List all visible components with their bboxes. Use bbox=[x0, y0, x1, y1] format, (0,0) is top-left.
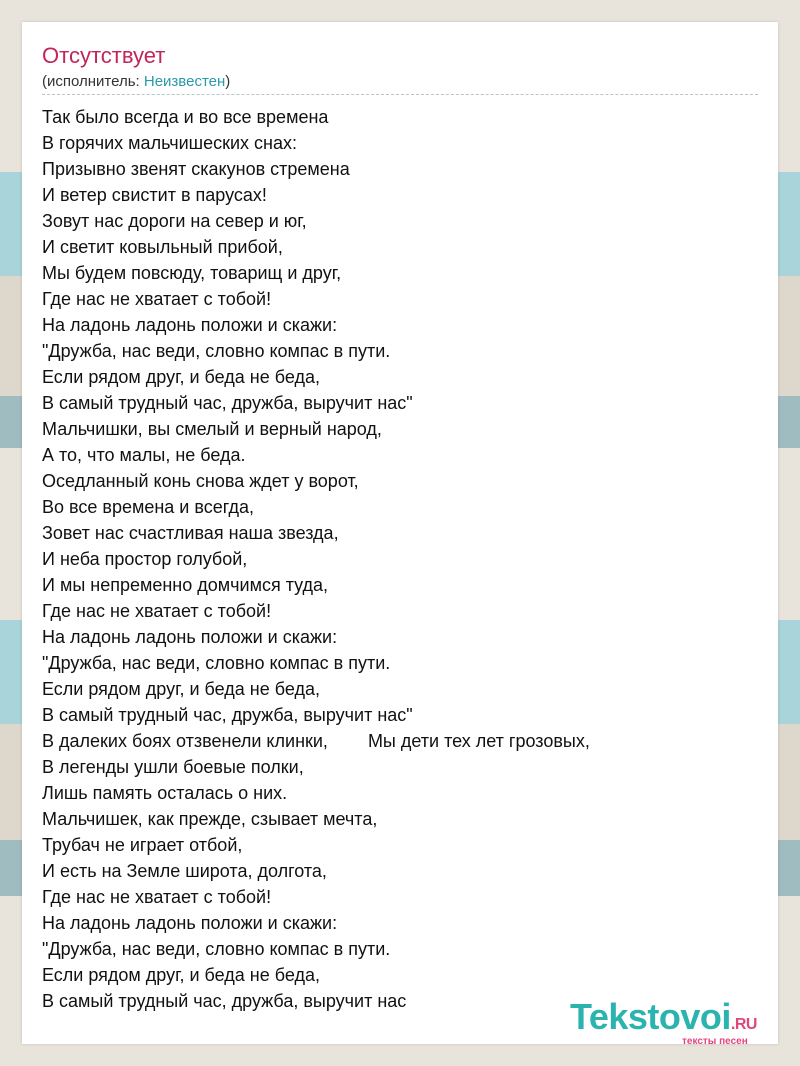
lyrics-line: И неба простор голубой, bbox=[42, 549, 248, 569]
lyrics-line: В легенды ушли боевые полки, bbox=[42, 757, 304, 777]
site-logo[interactable] bbox=[570, 998, 780, 1048]
lyrics-card bbox=[22, 22, 778, 1047]
artist-prefix: (исполнитель: bbox=[42, 73, 144, 90]
lyrics-line: Если рядом друг, и беда не беда, bbox=[42, 965, 320, 985]
logo-main-text: Tekstovoi bbox=[570, 996, 731, 1037]
lyrics-line: Где нас не хватает с тобой! bbox=[42, 289, 272, 309]
lyrics-line: Если рядом друг, и беда не беда, bbox=[42, 367, 320, 387]
lyrics-line: Так было всегда и во все времена bbox=[42, 107, 329, 127]
lyrics-line: "Дружба, нас веди, словно компас в пути. bbox=[42, 341, 391, 361]
lyrics-line: Где нас не хватает с тобой! bbox=[42, 887, 272, 907]
lyrics-line: И ветер свистит в парусах! bbox=[42, 185, 267, 205]
lyrics-line: Если рядом друг, и беда не беда, bbox=[42, 679, 320, 699]
lyrics-line: На ладонь ладонь положи и скажи: bbox=[42, 627, 338, 647]
lyrics-line: И светит ковыльный прибой, bbox=[42, 237, 283, 257]
song-title: Отсутствует bbox=[42, 43, 166, 68]
lyrics-line: А то, что малы, не беда. bbox=[42, 445, 246, 465]
lyrics-text bbox=[42, 104, 762, 1014]
lyrics-line: "Дружба, нас веди, словно компас в пути. bbox=[42, 653, 391, 673]
lyrics-line: Призывно звенят скакунов стремена bbox=[42, 159, 350, 179]
logo-tagline: тексты песен bbox=[682, 1036, 748, 1047]
lyrics-line: В далеких боях отзвенели клинки, Мы дети тех лет грозовых, bbox=[42, 731, 590, 751]
logo-tld: .RU bbox=[730, 1016, 757, 1033]
lyrics-line: И есть на Земле широта, долгота, bbox=[42, 861, 327, 881]
lyrics-line: Где нас не хватает с тобой! bbox=[42, 601, 272, 621]
artist-suffix: ) bbox=[225, 73, 231, 90]
lyrics-line: В самый трудный час, дружба, выручит нас" bbox=[42, 705, 413, 725]
lyrics-line: На ладонь ладонь положи и скажи: bbox=[42, 315, 338, 335]
lyrics-line: И мы непременно домчимся туда, bbox=[42, 575, 329, 595]
lyrics-line: В самый трудный час, дружба, выручит нас bbox=[42, 991, 407, 1011]
lyrics-line: В горячих мальчишеских снах: bbox=[42, 133, 298, 153]
lyrics-line: Во все времена и всегда, bbox=[42, 497, 255, 517]
logo-wordmark bbox=[570, 998, 780, 1044]
lyrics-line: Оседланный конь снова ждет у ворот, bbox=[42, 471, 359, 491]
lyrics-line: "Дружба, нас веди, словно компас в пути. bbox=[42, 939, 391, 959]
lyrics-line: На ладонь ладонь положи и скажи: bbox=[42, 913, 338, 933]
lyrics-line: Зовут нас дороги на север и юг, bbox=[42, 211, 307, 231]
lyrics-line: Лишь память осталась о них. bbox=[42, 783, 288, 803]
lyrics-line: Мальчишки, вы смелый и верный народ, bbox=[42, 419, 382, 439]
artist-link[interactable]: Неизвестен bbox=[143, 73, 226, 90]
lyrics-line: В самый трудный час, дружба, выручит нас" bbox=[42, 393, 413, 413]
lyrics-line: Трубач не играет отбой, bbox=[42, 835, 243, 855]
title-divider bbox=[42, 94, 758, 95]
lyrics-line: Мальчишек, как прежде, сзывает мечта, bbox=[42, 809, 378, 829]
lyrics-line: Мы будем повсюду, товарищ и друг, bbox=[42, 263, 342, 283]
lyrics-line: Зовет нас счастливая наша звезда, bbox=[42, 523, 339, 543]
artist-line bbox=[42, 72, 230, 92]
